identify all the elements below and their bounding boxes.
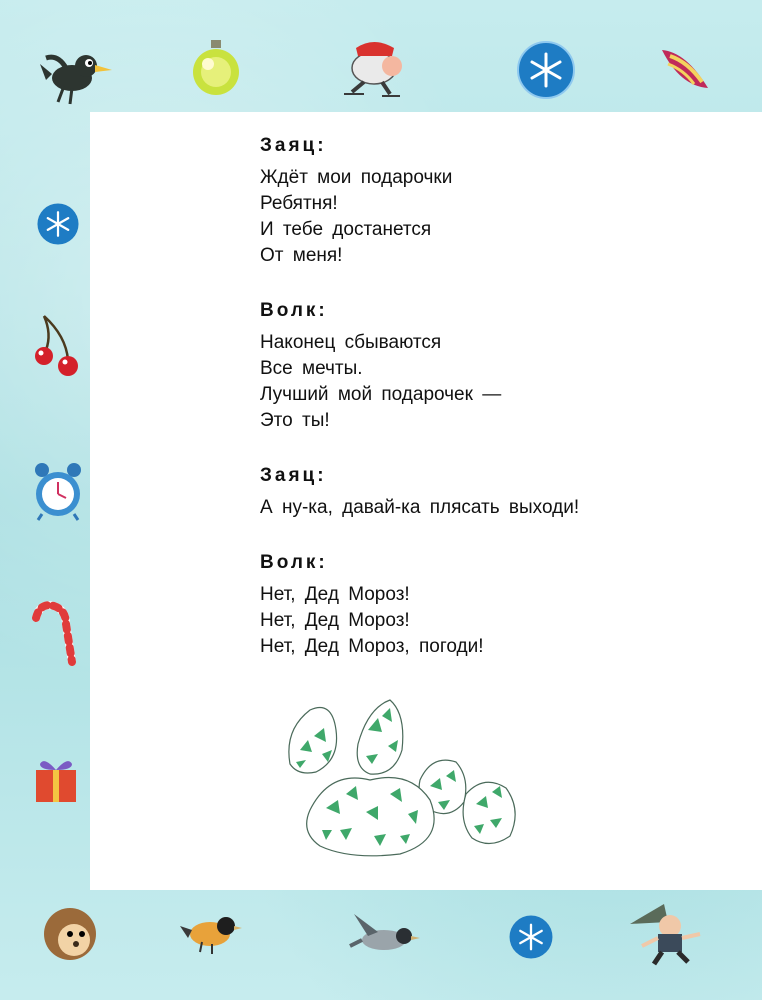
poem-line: Ребятня! [260, 193, 338, 214]
snowflake-icon [508, 914, 554, 960]
poem-line: Нет, Дед Мороз! [260, 584, 410, 605]
striped-ornament-icon [656, 42, 714, 94]
stanza [260, 464, 720, 521]
speaker-name: Заяц: [260, 465, 327, 486]
poem-line: И тебе достанется [260, 219, 432, 240]
page-content [90, 112, 762, 890]
speaker-name: Волк: [260, 300, 328, 321]
crow-icon [38, 40, 114, 110]
poem-line: А ну-ка, давай-ка плясать выходи! [260, 497, 580, 518]
alarm-clock-icon [30, 460, 86, 522]
candy-cane-icon [26, 600, 82, 666]
speaker-name: Волк: [260, 552, 328, 573]
snowflake-icon [36, 202, 80, 246]
stanza [260, 551, 720, 660]
poem-line: От меня! [260, 245, 343, 266]
skating-character-icon [334, 36, 414, 98]
poem [260, 134, 720, 690]
poem-line: Нет, Дед Мороз, погоди! [260, 636, 484, 657]
snowflake-icon [516, 40, 576, 100]
poem-line: Ждёт мои подарочки [260, 167, 453, 188]
stanza [260, 299, 720, 434]
sparrow-icon [348, 908, 422, 962]
poem-line: Все мечты. [260, 358, 363, 379]
gnome-icon [620, 900, 708, 966]
hedgehog-icon [38, 894, 104, 966]
gift-box-icon [30, 754, 82, 804]
poem-line: Лучший мой подарочек — [260, 384, 502, 405]
snowy-spruce-bush-icon [270, 690, 534, 866]
christmas-ball-icon [188, 38, 244, 96]
bullfinch-icon [180, 908, 244, 958]
cherries-icon [30, 314, 86, 378]
poem-line: Это ты! [260, 410, 330, 431]
stanza [260, 134, 720, 269]
speaker-name: Заяц: [260, 135, 327, 156]
poem-line: Наконец сбываются [260, 332, 442, 353]
poem-line: Нет, Дед Мороз! [260, 610, 410, 631]
